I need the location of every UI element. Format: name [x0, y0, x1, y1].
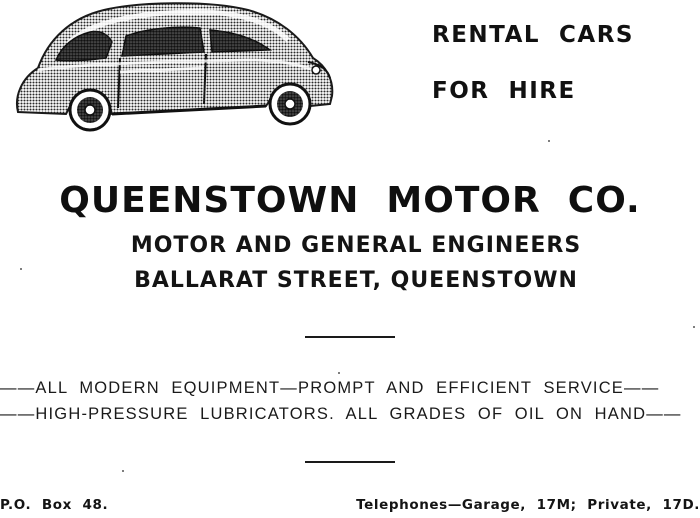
- company-address: BALLARAT STREET, QUEENSTOWN: [134, 268, 578, 293]
- scan-speck: [693, 326, 695, 328]
- company-name: QUEENSTOWN MOTOR CO.: [59, 180, 641, 221]
- divider-rule: [305, 461, 395, 463]
- scan-speck: [122, 470, 124, 472]
- divider-rule: [305, 336, 395, 338]
- telephone-numbers: Telephones—Garage, 17M; Private, 17D.: [356, 497, 700, 513]
- scan-speck: [338, 372, 340, 374]
- services-line-lubricators: ——HIGH-PRESSURE LUBRICATORS. ALL GRADES OF OIL ON HAND——: [0, 405, 682, 423]
- rental-cars-heading: RENTAL CARS: [432, 22, 634, 48]
- services-line-equipment: ——ALL MODERN EQUIPMENT—PROMPT AND EFFICIENT SERVICE——: [0, 379, 660, 397]
- scan-speck: [548, 140, 550, 142]
- company-tagline: MOTOR AND GENERAL ENGINEERS: [130, 233, 582, 258]
- vintage-car-icon: [8, 0, 343, 135]
- scan-speck: [20, 268, 22, 270]
- po-box: P.O. Box 48.: [0, 497, 109, 513]
- for-hire-heading: FOR HIRE: [432, 78, 576, 104]
